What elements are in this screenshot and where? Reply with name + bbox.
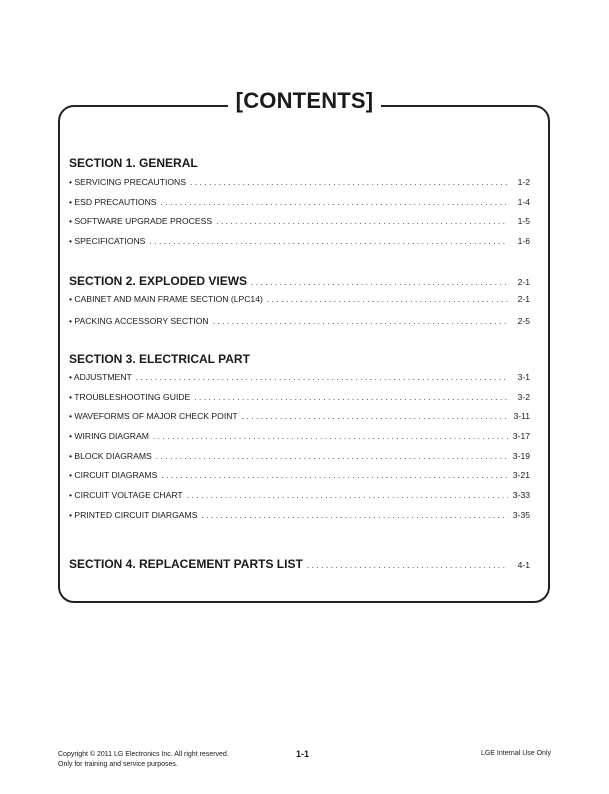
leader-dots — [190, 177, 508, 187]
toc-entry[interactable] — [69, 197, 530, 207]
footer-page-number: 1-1 — [296, 749, 310, 759]
footer-usage: Only for training and service purposes. — [58, 761, 178, 768]
leader-dots — [307, 560, 508, 570]
toc-entry-label: • CIRCUIT DIAGRAMS — [69, 470, 158, 480]
leader-dots — [216, 216, 508, 226]
section-heading: SECTION 4. REPLACEMENT PARTS LIST — [69, 557, 303, 571]
leader-dots — [153, 431, 508, 441]
toc-entry[interactable] — [69, 451, 530, 461]
section-page: 2-1 — [517, 277, 530, 287]
section-heading: SECTION 3. ELECTRICAL PART — [69, 352, 250, 366]
toc-entry-page: 3-1 — [517, 372, 530, 382]
toc-entry[interactable] — [69, 470, 530, 480]
toc-entry[interactable] — [69, 372, 530, 382]
toc-entry-label: • SOFTWARE UPGRADE PROCESS — [69, 216, 213, 226]
toc-entry[interactable] — [69, 392, 530, 402]
toc-entry-label: • ESD PRECAUTIONS — [69, 197, 157, 207]
section-heading: SECTION 2. EXPLODED VIEWS — [69, 274, 248, 288]
toc-entry-label: • WAVEFORMS OF MAJOR CHECK POINT — [69, 411, 238, 421]
section-1 — [69, 156, 530, 170]
toc-entry[interactable] — [69, 236, 530, 246]
toc-entry-label: • BLOCK DIAGRAMS — [69, 451, 152, 461]
leader-dots — [194, 392, 508, 402]
leader-dots — [136, 372, 508, 382]
toc-entry-page: 1-4 — [517, 197, 530, 207]
leader-dots — [149, 236, 508, 246]
leader-dots — [251, 277, 508, 287]
toc-entry[interactable] — [69, 316, 530, 326]
toc-entry[interactable] — [69, 490, 530, 500]
page-title: [CONTENTS] — [228, 88, 382, 114]
toc-entry-page: 1-5 — [517, 216, 530, 226]
section-4[interactable] — [69, 557, 530, 571]
section-heading: SECTION 1. GENERAL — [69, 156, 198, 170]
toc-entry-page: 3-11 — [513, 411, 530, 421]
leader-dots — [161, 197, 508, 207]
toc-entry-page: 2-5 — [517, 316, 530, 326]
page-title-wrap — [0, 88, 609, 114]
toc-entry-label: • PRINTED CIRCUIT DIARGAMS — [69, 510, 198, 520]
leader-dots — [267, 294, 508, 304]
toc-entry-page: 3-2 — [517, 392, 530, 402]
toc-entry-label: • CABINET AND MAIN FRAME SECTION (LPC14) — [69, 294, 263, 304]
leader-dots — [213, 316, 508, 326]
toc-entry-page: 3-21 — [512, 470, 530, 480]
toc-entry[interactable] — [69, 294, 530, 304]
footer-copyright-block — [58, 750, 229, 770]
leader-dots — [242, 411, 508, 421]
toc-entry-label: • SERVICING PRECAUTIONS — [69, 177, 186, 187]
toc-entry-page: 2-1 — [517, 294, 530, 304]
footer-copyright: Copyright © 2011 LG Electronics Inc. All right reserved. — [58, 751, 229, 758]
footer-notice: LGE Internal Use Only — [480, 750, 551, 757]
toc-entry-page: 3-33 — [512, 490, 530, 500]
toc-entry[interactable] — [69, 177, 530, 187]
toc-entry[interactable] — [69, 216, 530, 226]
toc-entry-page: 3-35 — [512, 510, 530, 520]
toc-entry-page: 1-2 — [517, 177, 530, 187]
leader-dots — [161, 470, 508, 480]
leader-dots — [156, 451, 508, 461]
toc-entry[interactable] — [69, 431, 530, 441]
leader-dots — [201, 510, 508, 520]
toc-entry-page: 1-6 — [517, 236, 530, 246]
toc-entry-label: • SPECIFICATIONS — [69, 236, 146, 246]
toc-entry-label: • PACKING ACCESSORY SECTION — [69, 316, 209, 326]
toc-entry-page: 3-19 — [512, 451, 530, 461]
toc-entry[interactable] — [69, 411, 530, 421]
toc-entry-label: • CIRCUIT VOLTAGE CHART — [69, 490, 183, 500]
toc-entry-label: • WIRING DIAGRAM — [69, 431, 149, 441]
toc-entry[interactable] — [69, 510, 530, 520]
leader-dots — [187, 490, 508, 500]
section-page: 4-1 — [517, 560, 530, 570]
section-3 — [69, 352, 530, 366]
toc-entry-label: • TROUBLESHOOTING GUIDE — [69, 392, 191, 402]
section-2[interactable] — [69, 274, 530, 288]
toc-entry-page: 3-17 — [512, 431, 530, 441]
toc-entry-label: • ADJUSTMENT — [69, 372, 132, 382]
